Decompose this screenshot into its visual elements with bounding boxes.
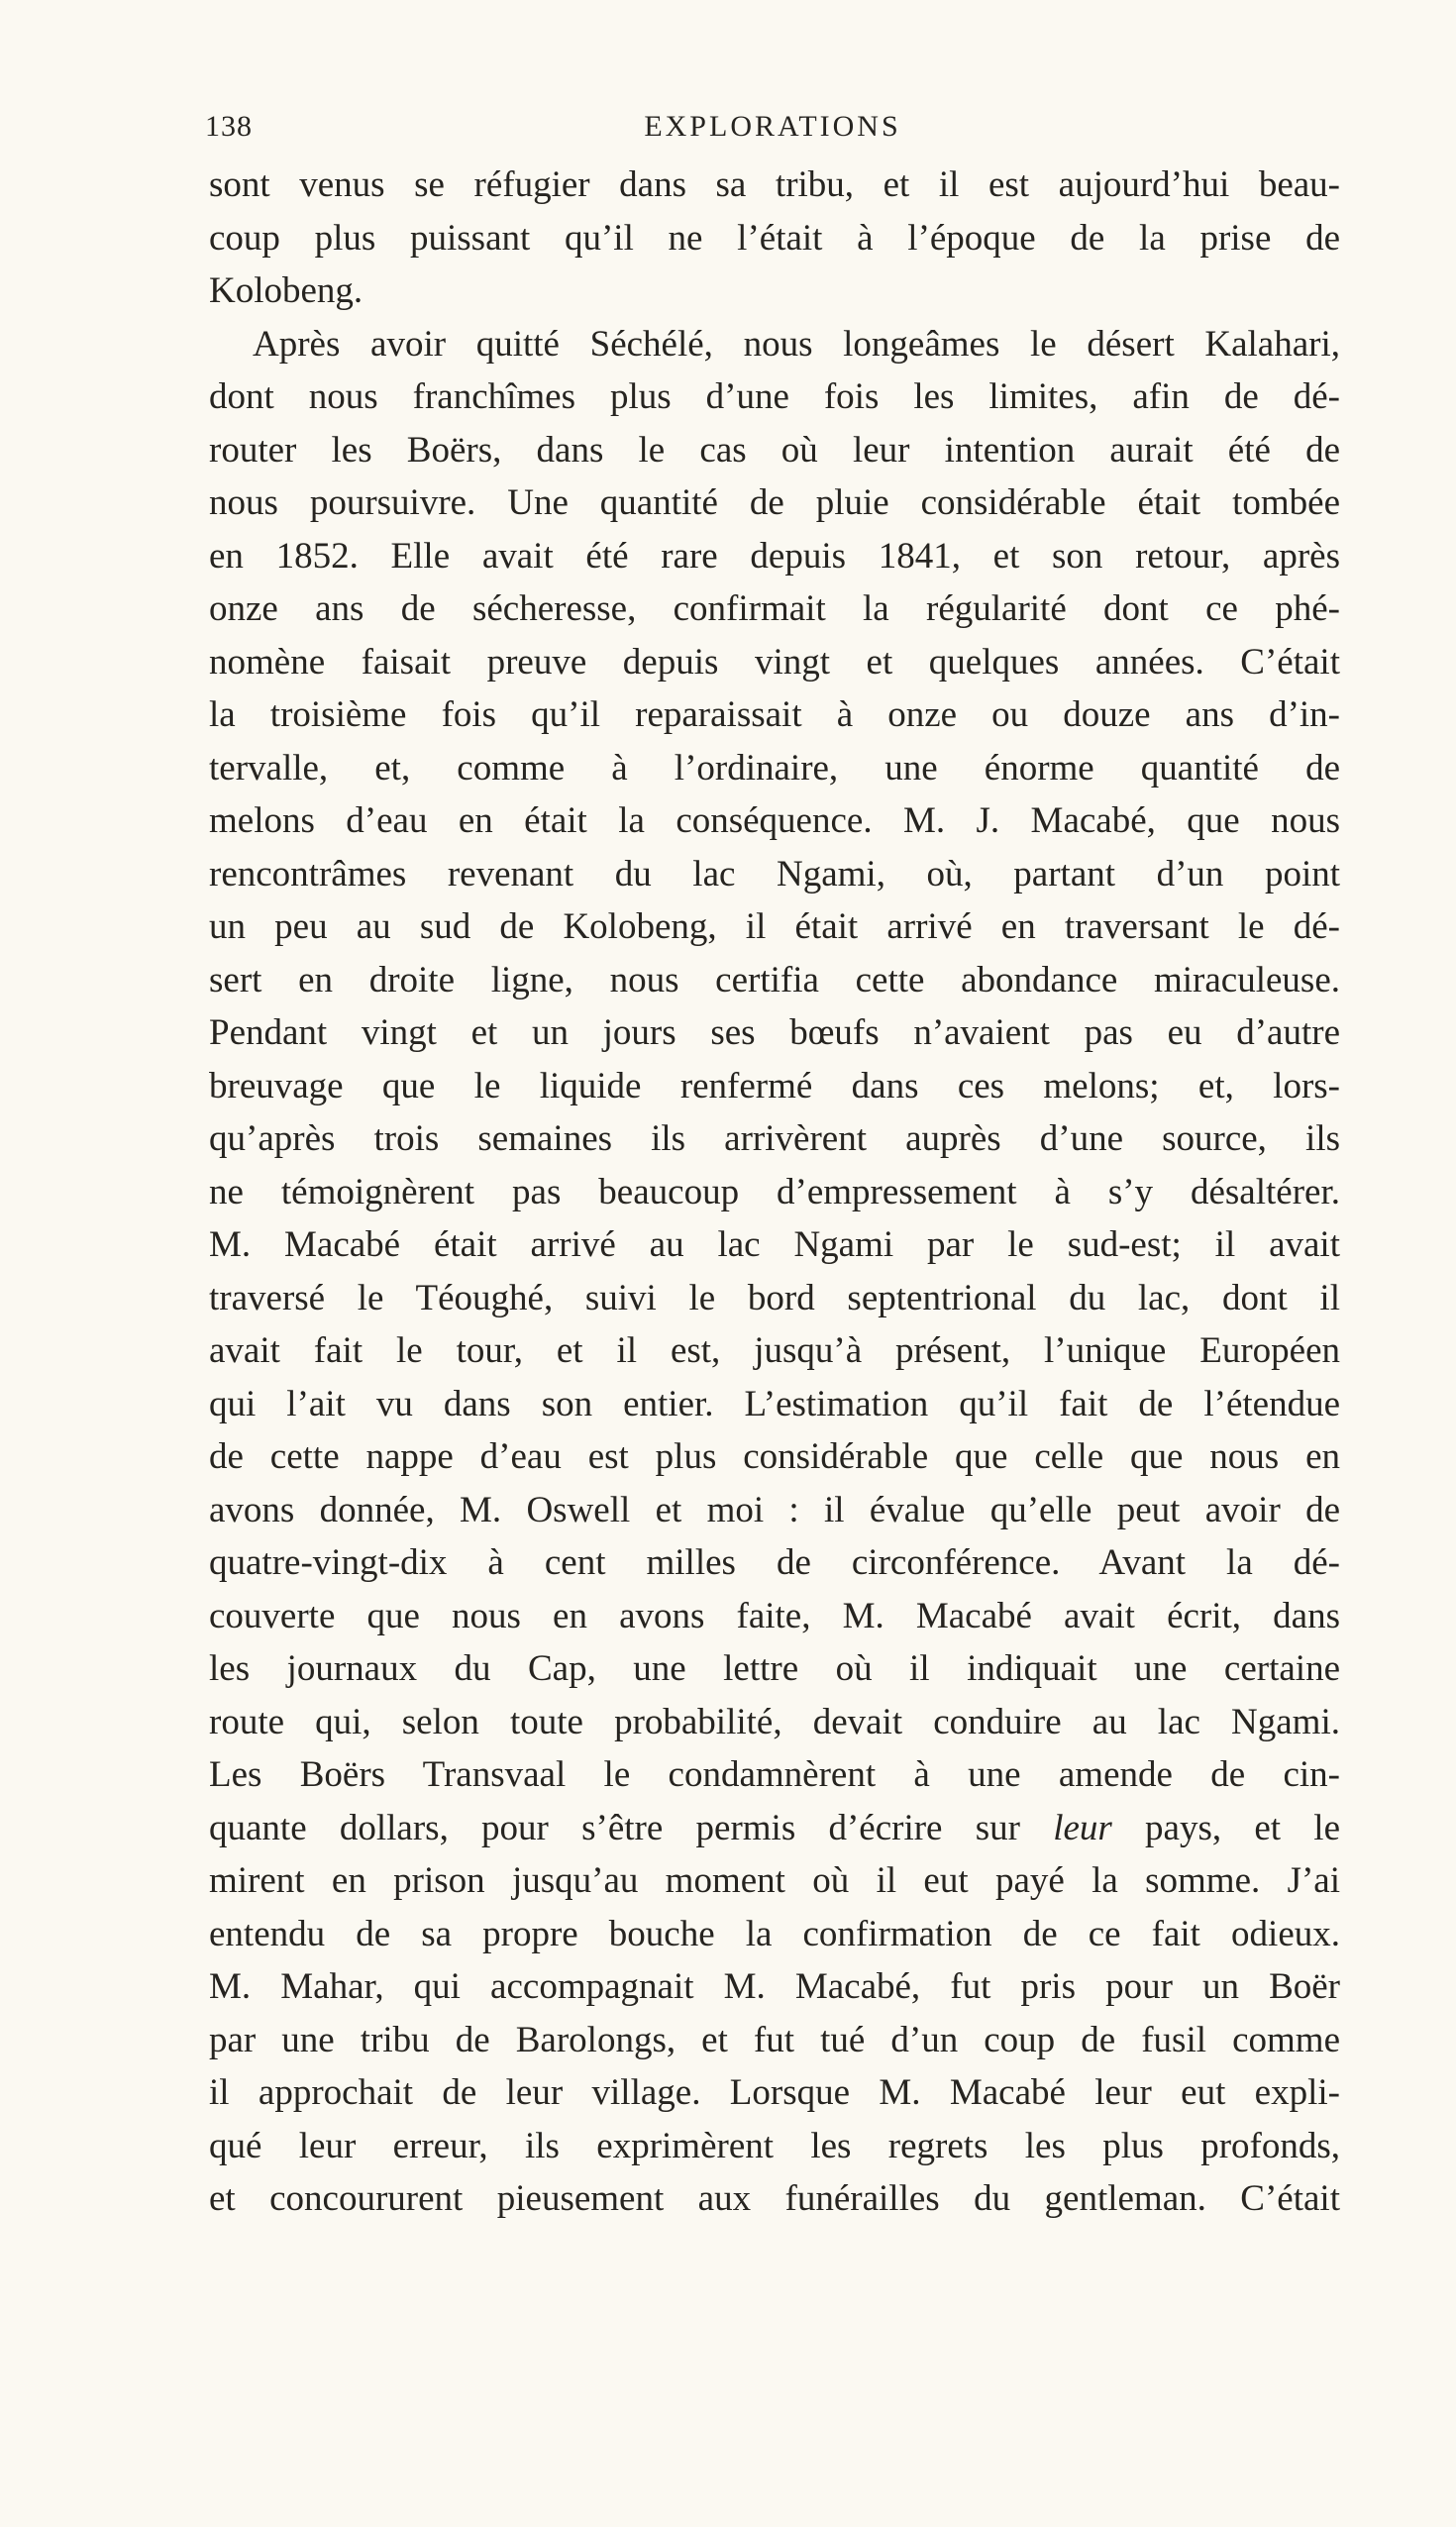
text-line: avons donnée, M. Oswell et moi : il évalue qu’elle peut avoir de [209, 1489, 1340, 1530]
text-line: nomène faisait preuve depuis vingt et quelques années. C’était [209, 641, 1340, 683]
text-line: et concoururent pieusement aux funérailles du gentleman. C’était [209, 2178, 1340, 2219]
text-line: qui l’ait vu dans son entier. L’estimation qu’il fait de l’étendue [209, 1383, 1340, 1424]
text-line: qu’après trois semaines ils arrivèrent auprès d’une source, ils [209, 1118, 1340, 1159]
text-line: quatre-vingt-dix à cent milles de circonférence. Avant la dé- [209, 1542, 1340, 1583]
text-line: Après avoir quitté Séchélé, nous longeâmes le désert Kalahari, [253, 323, 1340, 365]
text-line: entendu de sa propre bouche la confirmation de ce fait odieux. [209, 1913, 1340, 1954]
running-title: EXPLORATIONS [644, 110, 901, 143]
text-line: M. Macabé était arrivé au lac Ngami par le sud-est; il avait [209, 1224, 1340, 1265]
text-line: Kolobeng. [209, 270, 364, 311]
text-line: qué leur erreur, ils exprimèrent les regrets les plus profonds, [209, 2125, 1340, 2166]
text-line: les journaux du Cap, une lettre où il indiquait une certaine [209, 1648, 1340, 1689]
text-line: traversé le Téoughé, suivi le bord septentrional du lac, dont il [209, 1277, 1340, 1318]
text-line: couverte que nous en avons faite, M. Macabé avait écrit, dans [209, 1595, 1340, 1636]
text-line: coup plus puissant qu’il ne l’était à l’époque de la prise de [209, 217, 1340, 259]
text-line [209, 1802, 1340, 1855]
text-line: router les Boërs, dans le cas où leur intention aurait été de [209, 429, 1340, 471]
text-line: avait fait le tour, et il est, jusqu’à présent, l’unique Européen [209, 1330, 1340, 1371]
text-line: ne témoignèrent pas beaucoup d’empressement à s’y désaltérer. [209, 1171, 1340, 1212]
body-text [209, 158, 1340, 2226]
text-run: quante dollars, pour s’être permis d’écrire sur [209, 1807, 1054, 1848]
text-line: rencontrâmes revenant du lac Ngami, où, partant d’un point [209, 853, 1340, 895]
text-line: un peu au sud de Kolobeng, il était arrivé en traversant le dé- [209, 906, 1340, 947]
text-line: route qui, selon toute probabilité, devait conduire au lac Ngami. [209, 1701, 1340, 1742]
text-line: de cette nappe d’eau est plus considérable que celle que nous en [209, 1436, 1340, 1477]
text-line: il approchait de leur village. Lorsque M. Macabé leur eut expli- [209, 2072, 1340, 2113]
text-run: pays, et le [1111, 1807, 1340, 1848]
text-line: nous poursuivre. Une quantité de pluie considérable était tombée [209, 482, 1340, 523]
page-number: 138 [205, 110, 253, 143]
text-line: la troisième fois qu’il reparaissait à onze ou douze ans d’in- [209, 694, 1340, 735]
running-head [205, 99, 1340, 155]
text-line: dont nous franchîmes plus d’une fois les limites, afin de dé- [209, 376, 1340, 417]
text-line: onze ans de sécheresse, confirmait la régularité dont ce phé- [209, 588, 1340, 629]
text-line: sert en droite ligne, nous certifia cette abondance miraculeuse. [209, 959, 1340, 1000]
text-line: M. Mahar, qui accompagnait M. Macabé, fut pris pour un Boër [209, 1966, 1340, 2007]
text-line: Pendant vingt et un jours ses bœufs n’avaient pas eu d’autre [209, 1012, 1340, 1053]
text-line: Les Boërs Transvaal le condamnèrent à une amende de cin- [209, 1754, 1340, 1795]
text-line: melons d’eau en était la conséquence. M. J. Macabé, que nous [209, 800, 1340, 841]
text-line: breuvage que le liquide renfermé dans ces melons; et, lors- [209, 1065, 1340, 1106]
text-line: sont venus se réfugier dans sa tribu, et il est aujourd’hui beau- [209, 164, 1340, 205]
text-line: en 1852. Elle avait été rare depuis 1841, et son retour, après [209, 535, 1340, 577]
emphasis: leur [1053, 1807, 1112, 1848]
text-line: par une tribu de Barolongs, et fut tué d’un coup de fusil comme [209, 2019, 1340, 2060]
text-line: tervalle, et, comme à l’ordinaire, une énorme quantité de [209, 747, 1340, 789]
text-line: mirent en prison jusqu’au moment où il eut payé la somme. J’ai [209, 1860, 1340, 1901]
